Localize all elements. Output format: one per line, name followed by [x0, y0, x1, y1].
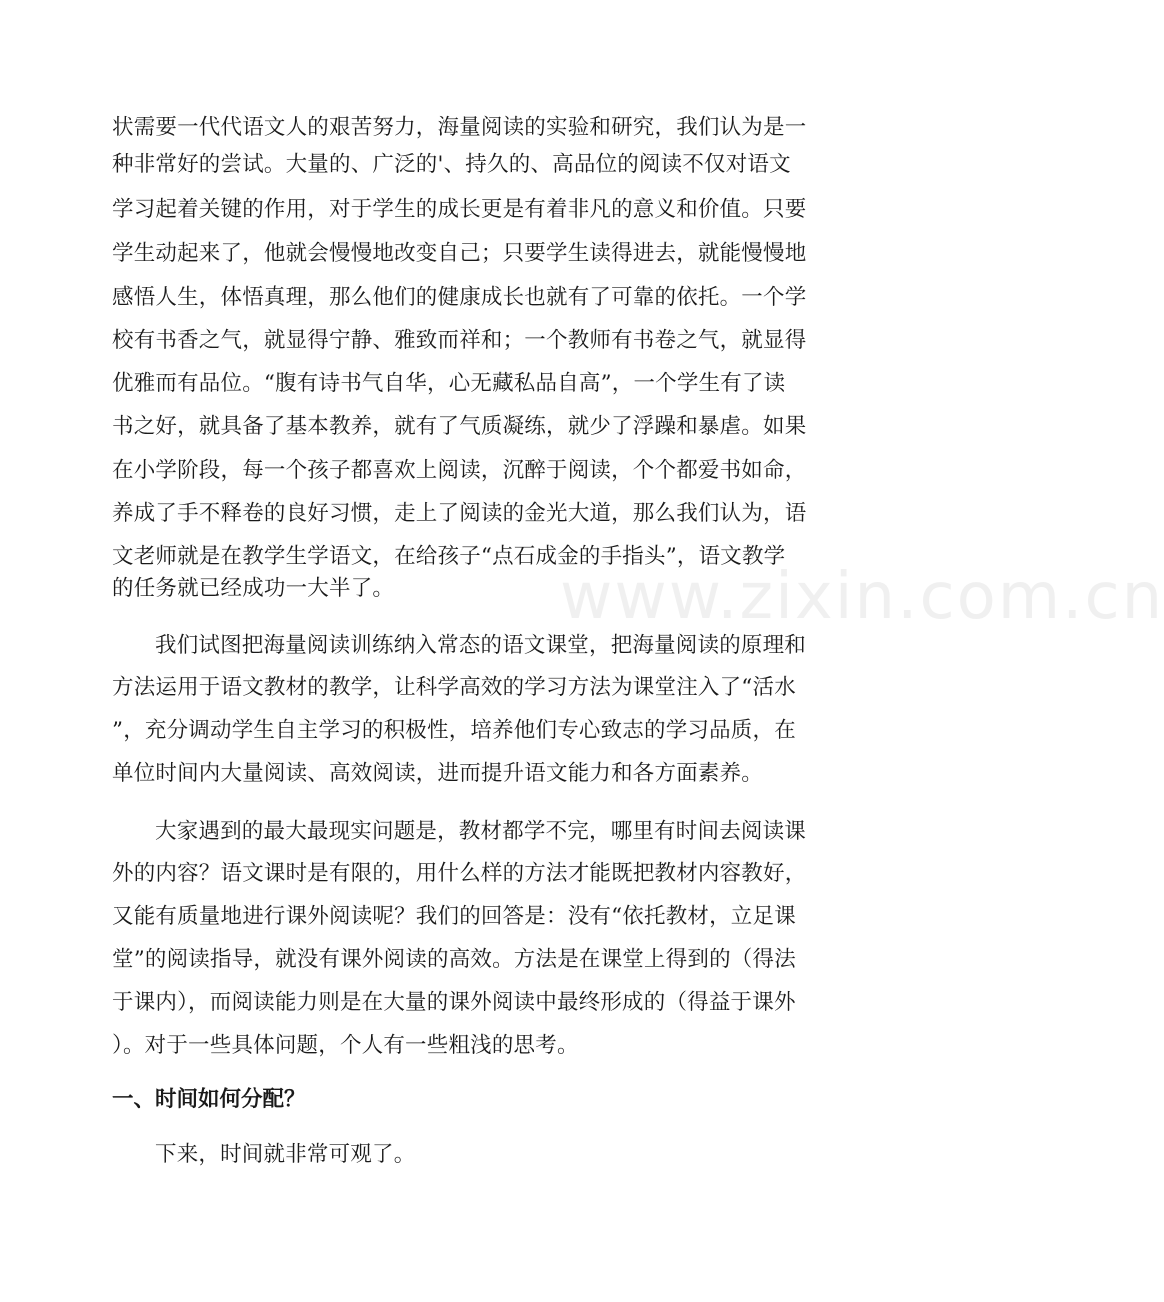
watermark: www.zixin.com.cn — [560, 560, 1164, 634]
text-line: 学习起着关键的作用，对于学生的成长更是有着非凡的意义和价值。只要 — [112, 197, 807, 222]
text-line: 我们试图把海量阅读训练纳入常态的语文课堂，把海量阅读的原理和 — [155, 633, 807, 658]
text-line: ”，充分调动学生自主学习的积极性，培养他们专心致志的学习品质，在 — [112, 718, 796, 743]
text-line: 又能有质量地进行课外阅读呢？我们的回答是：没有“依托教材，立足课 — [112, 904, 796, 929]
section-heading: 一、时间如何分配？ — [112, 1087, 306, 1112]
text-line: 种非常好的尝试。大量的、广泛的'、持久的、高品位的阅读不仅对语文 — [112, 152, 791, 177]
text-line: 书之好，就具备了基本教养，就有了气质凝练，就少了浮躁和暴虐。如果 — [112, 414, 807, 439]
text-line: 校有书香之气，就显得宁静、雅致而祥和；一个教师有书卷之气，就显得 — [112, 328, 807, 353]
text-line: 文老师就是在教学生学语文，在给孩子“点石成金的手指头”，语文教学 — [112, 544, 786, 569]
text-line: 大家遇到的最大最现实问题是，教材都学不完，哪里有时间去阅读课 — [155, 819, 807, 844]
text-line: 外的内容？语文课时是有限的，用什么样的方法才能既把教材内容教好， — [112, 861, 807, 886]
text-line: 状需要一代代语文人的艰苦努力，海量阅读的实验和研究，我们认为是一 — [112, 115, 807, 140]
text-line: 感悟人生，体悟真理，那么他们的健康成长也就有了可靠的依托。一个学 — [112, 285, 807, 310]
text-line: 养成了手不释卷的良好习惯，走上了阅读的金光大道，那么我们认为，语 — [112, 501, 807, 526]
text-line: 堂”的阅读指导，就没有课外阅读的高效。方法是在课堂上得到的（得法 — [112, 947, 796, 972]
text-line: 学生动起来了，他就会慢慢地改变自己；只要学生读得进去，就能慢慢地 — [112, 241, 807, 266]
text-line: 方法运用于语文教材的教学，让科学高效的学习方法为课堂注入了“活水 — [112, 675, 796, 700]
text-line: 在小学阶段，每一个孩子都喜欢上阅读，沉醉于阅读，个个都爱书如命， — [112, 458, 807, 483]
text-line: ）。对于一些具体问题，个人有一些粗浅的思考。 — [112, 1033, 579, 1058]
text-line: 优雅而有品位。“腹有诗书气自华，心无藏私品自高”，一个学生有了读 — [112, 371, 786, 396]
text-line: 于课内），而阅读能力则是在大量的课外阅读中最终形成的（得益于课外 — [112, 990, 796, 1015]
text-line: 下来，时间就非常可观了。 — [155, 1142, 416, 1167]
text-line: 的任务就已经成功一大半了。 — [112, 576, 395, 601]
text-line: 单位时间内大量阅读、高效阅读，进而提升语文能力和各方面素养。 — [112, 761, 764, 786]
